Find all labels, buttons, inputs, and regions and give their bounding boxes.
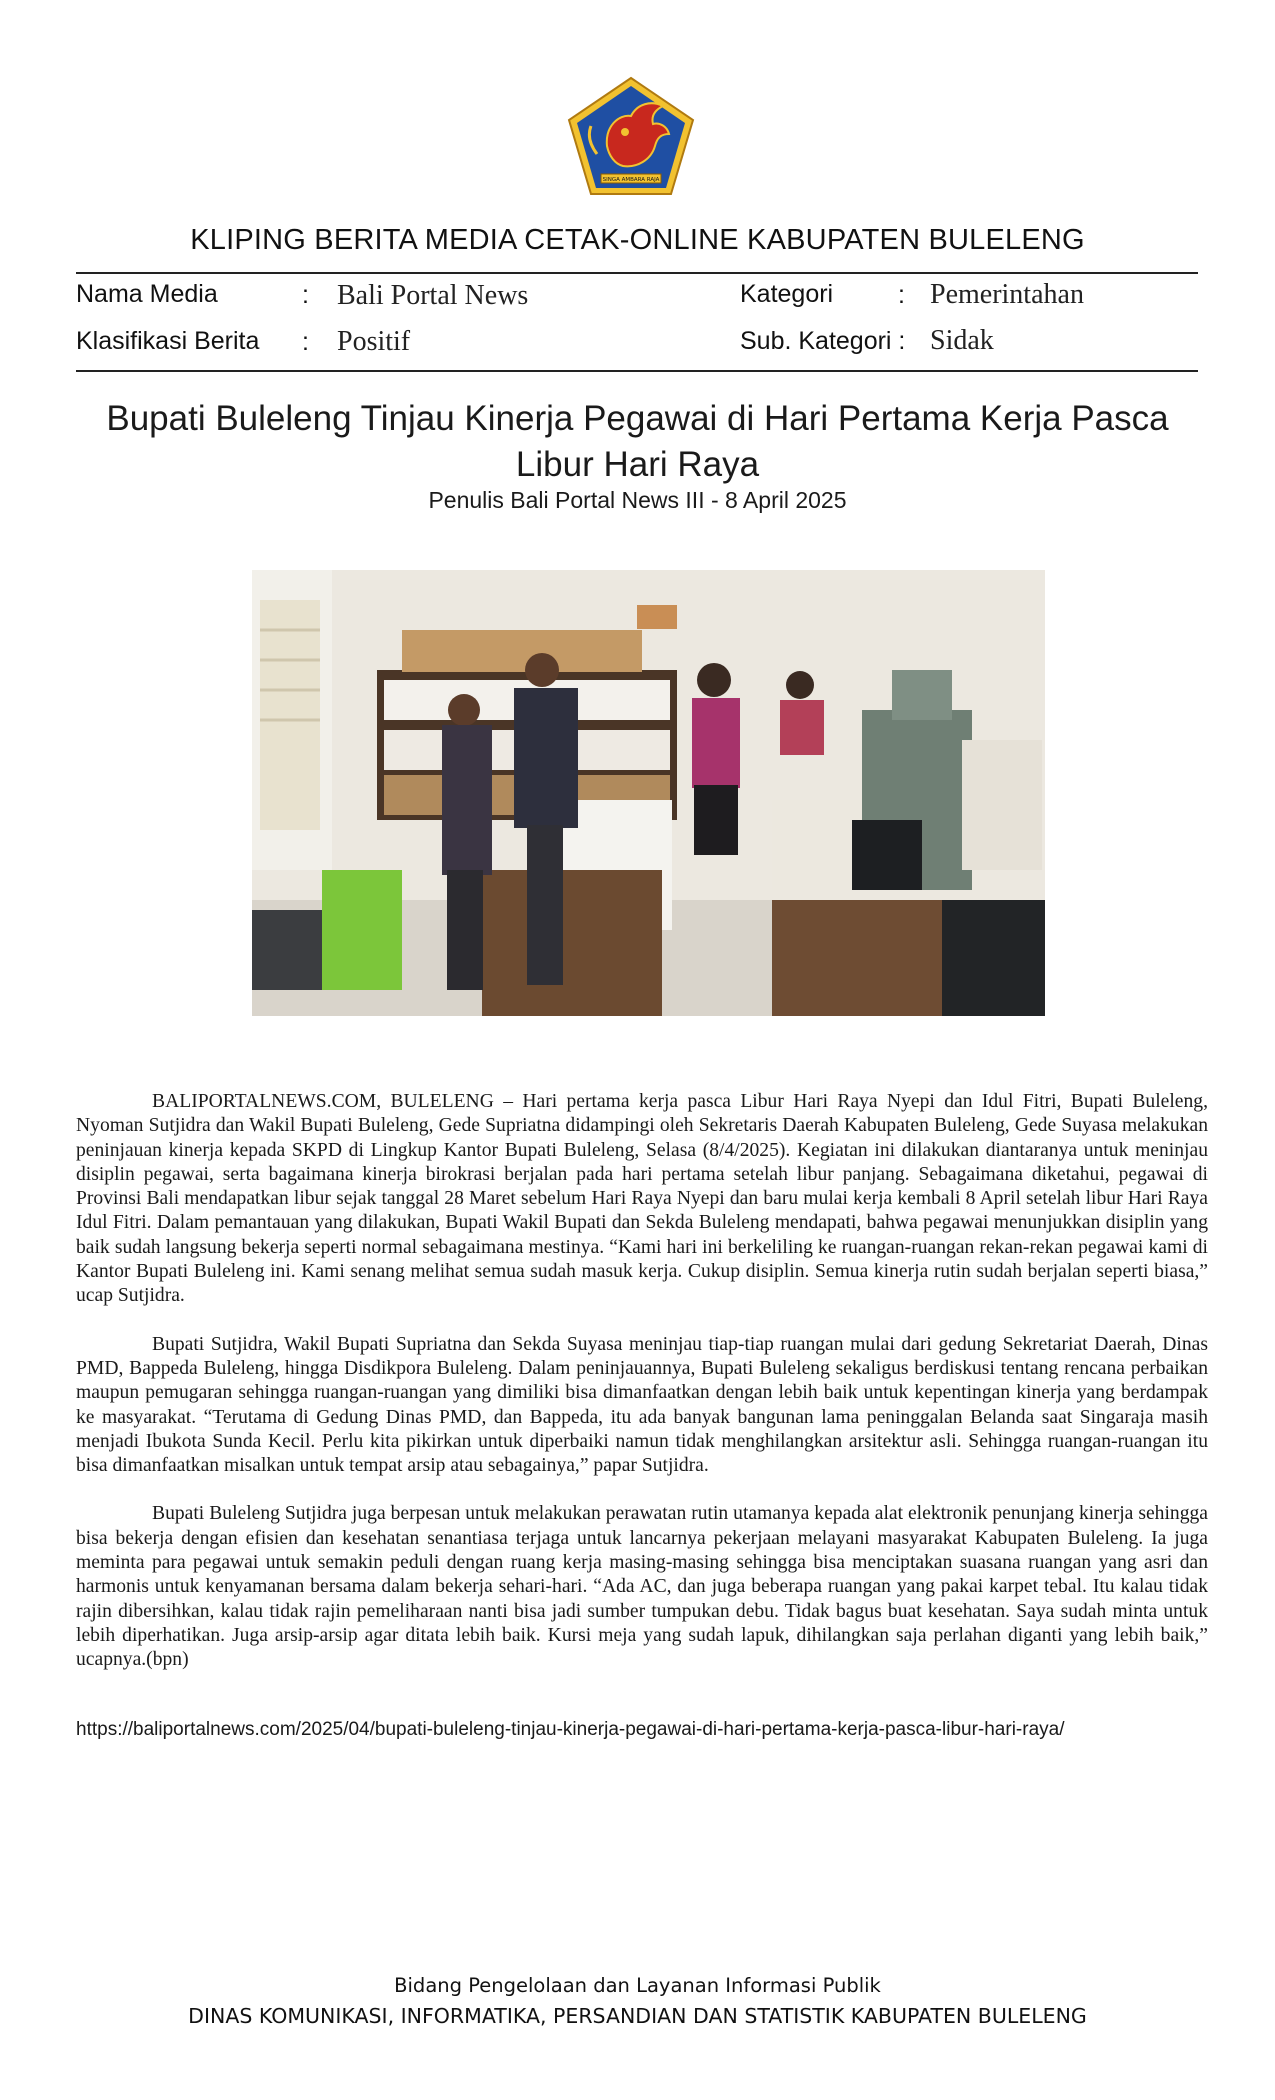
article-photo — [252, 570, 1045, 1016]
news-classification-value: Positif — [337, 326, 411, 357]
news-classification-label: Klasifikasi Berita — [76, 327, 260, 355]
header-divider-bottom — [76, 370, 1198, 372]
article-byline: Penulis Bali Portal News III - 8 April 2025 — [428, 487, 847, 513]
header-divider-top — [76, 272, 1198, 274]
article-paragraph: Bupati Sutjidra, Wakil Bupati Supriatna dan Sekda Suyasa meninjau tiap-tiap ruangan mulai dari gedung Sekretariat Daerah, Dinas PMD, Bappeda Buleleng, hingga Disdikpora Buleleng. Dalam peninjauannya, Bupati Buleleng sekaligus berdiskusi tentang rencana perbaikan maupun pemugaran sehingga ruangan-ruangan yang dimiliki bisa dimanfaatkan dengan lebih baik untuk kepentingan kinerja yang berdampak ke masyarakat. “Terutama di Gedung Dinas PMD, dan Bappeda, itu ada banyak bangunan lama peninggalan Belanda saat Singaraja masih menjadi Ibukota Sunda Kecil. Perlu kita pikirkan untuk diperbaiki namun tidak menghilangkan arsitektur asli. Sehingga ruangan-ruangan itu bisa dimanfaatkan misalkan untuk tempat arsip atau sebagainya,” papar Sutjidra. — [76, 1333, 1208, 1477]
regency-emblem-logo — [567, 76, 695, 196]
emblem-caption: SINGA AMBARA RAJA — [602, 177, 660, 183]
media-name-value: Bali Portal News — [337, 280, 529, 311]
clipping-header-title: KLIPING BERITA MEDIA CETAK-ONLINE KABUPATEN BULELENG — [190, 224, 1085, 256]
category-label: Kategori — [740, 280, 834, 308]
media-name-label: Nama Media — [76, 280, 218, 308]
category-value: Pemerintahan — [930, 279, 1084, 310]
article-body — [76, 1090, 1208, 1697]
source-url-link[interactable]: https://baliportalnews.com/2025/04/bupati-buleleng-tinjau-kinerja-pegawai-di-hari-pertama-kerja-pasca-libur-hari-raya/ — [76, 1719, 1065, 1740]
singa-ambara-raja-emblem-icon — [567, 76, 695, 196]
office-inspection-photo-icon — [252, 570, 1045, 1016]
category-colon: : — [898, 281, 905, 309]
article-paragraph: BALIPORTALNEWS.COM, BULELENG – Hari pertama kerja pasca Libur Hari Raya Nyepi dan Idul Fitri, Bupati Buleleng, Nyoman Sutjidra dan Wakil Bupati Buleleng, Gede Supriatna didampingi oleh Sekretaris Daerah Kabupaten Buleleng, Gede Suyasa melakukan peninjauan kinerja kepada SKPD di Lingkup Kantor Bupati Buleleng, Selasa (8/4/2025). Kegiatan ini dilakukan diantaranya untuk meninjau disiplin pegawai, serta bagaimana kinerja birokrasi berjalan pada hari pertama setelah libur panjang. Sebagaimana diketahui, pegawai di Provinsi Bali mendapatkan libur sejak tanggal 28 Maret sebelum Hari Raya Nyepi dan baru mulai kerja kembali 8 April setelah libur Hari Raya Idul Fitri. Dalam pemantauan yang dilakukan, Bupati Wakil Bupati dan Sekda Buleleng mendapati, bahwa pegawai menunjukkan disiplin yang baik sudah langsung bekerja seperti normal sebagaimana mestinya. “Kami hari ini berkeliling ke ruangan-ruangan rekan-rekan pegawai kami di Kantor Bupati Buleleng ini. Kami senang melihat semua sudah masuk kerja. Cukup disiplin. Semua kinerja rutin sudah berjalan seperti biasa,” ucap Sutjidra. — [76, 1091, 1208, 1307]
subcategory-value: Sidak — [930, 325, 994, 356]
news-classification-colon: : — [302, 328, 309, 356]
footer-department: Bidang Pengelolaan dan Layanan Informasi Publik — [394, 1974, 881, 1997]
media-name-colon: : — [302, 281, 309, 309]
subcategory-label: Sub. Kategori : — [740, 327, 906, 355]
article-headline: Bupati Buleleng Tinjau Kinerja Pegawai di Hari Pertama Kerja Pasca Libur Hari Raya — [106, 399, 1169, 484]
article-paragraph: Bupati Buleleng Sutjidra juga berpesan untuk melakukan perawatan rutin utamanya kepada alat elektronik penunjang kinerja sehingga bisa bekerja dengan efisien dan kesehatan senantiasa terjaga untuk lancarnya pekerjaan melayani masyarakat Kabupaten Buleleng. Ia juga meminta para pegawai untuk semakin peduli dengan ruang kerja masing-masing sehingga bisa menciptakan suasana ruangan yang asri dan harmonis untuk kenyamanan bersama dalam bekerja sehari-hari. “Ada AC, dan juga beberapa ruangan yang pakai karpet tebal. Itu kalau tidak rajin dibersihkan, kalau tidak rajin pemeliharaan nanti bisa jadi sumber tumpukan debu. Tidak bagus buat kesehatan. Saya sudah minta untuk lebih diperhatikan. Juga arsip-arsip agar ditata lebih baik. Kursi meja yang sudah lapuk, dihilangkan saja perlahan diganti yang lebih baik,” ucapnya.(bpn) — [76, 1503, 1208, 1671]
footer-agency: DINAS KOMUNIKASI, INFORMATIKA, PERSANDIAN DAN STATISTIK KABUPATEN BULELENG — [188, 2004, 1087, 2028]
